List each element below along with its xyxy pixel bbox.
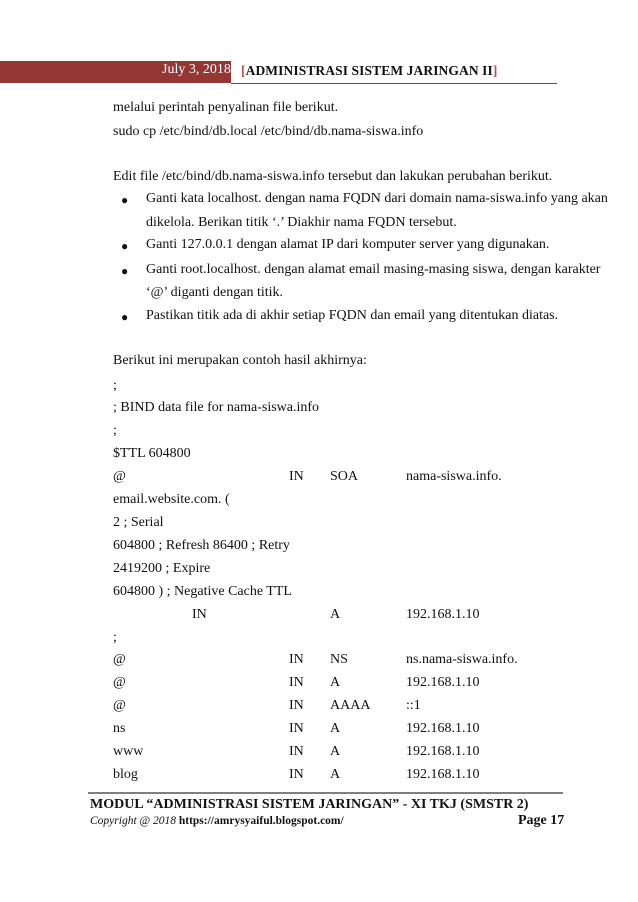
zone-comment: ; BIND data file for nama-siswa.info (113, 400, 320, 415)
zone-comment: ; (113, 630, 117, 645)
list-item-continuation: ‘@’ diganti dengan titik. (146, 285, 284, 300)
record-type: A (330, 721, 341, 736)
bullet-icon: ● (121, 310, 129, 324)
record-type: AAAA (330, 698, 371, 713)
record-name: @ (113, 698, 126, 713)
record-value: ns.nama-siswa.info. (406, 652, 518, 667)
header-title (241, 63, 498, 79)
record-class: IN (289, 767, 304, 782)
a-record-type: A (330, 607, 341, 622)
soa-type: SOA (330, 469, 359, 484)
copyright-text: Copyright @ 2018 (90, 815, 179, 827)
a-record-class: IN (192, 607, 207, 622)
soa-refresh: 604800 ; Refresh 86400 ; Retry (113, 538, 290, 553)
record-name: blog (113, 767, 138, 782)
record-value: 192.168.1.10 (406, 721, 480, 736)
record-value: 192.168.1.10 (406, 744, 480, 759)
header-date: July 3, 2018 (162, 62, 231, 77)
soa-negative-ttl: 604800 ) ; Negative Cache TTL (113, 584, 292, 599)
header-rule (231, 83, 557, 84)
record-value: 192.168.1.10 (406, 675, 480, 690)
a-record-value: 192.168.1.10 (406, 607, 480, 622)
record-value: ::1 (406, 698, 421, 713)
command-line: sudo cp /etc/bind/db.local /etc/bind/db.nama-siswa.info (113, 124, 424, 139)
record-name: @ (113, 652, 126, 667)
bullet-icon: ● (121, 193, 129, 207)
footer-url-link[interactable]: https://amrysyaiful.blogspot.com/ (178, 815, 344, 827)
footer-rule (88, 792, 563, 794)
footer-copyright (90, 815, 344, 827)
list-item: Ganti kata localhost. dengan nama FQDN dari domain nama-siswa.info yang akan (146, 191, 608, 206)
paragraph-line: melalui perintah penyalinan file berikut. (113, 100, 339, 115)
soa-serial: 2 ; Serial (113, 515, 164, 530)
soa-email: email.website.com. ( (113, 492, 230, 507)
list-item: Ganti 127.0.0.1 dengan alamat IP dari komputer server yang digunakan. (146, 237, 550, 252)
record-type: NS (330, 652, 348, 667)
list-item: Pastikan titik ada di akhir setiap FQDN dan email yang ditentukan diatas. (146, 308, 559, 323)
record-name: www (113, 744, 144, 759)
paragraph-line: Edit file /etc/bind/db.nama-siswa.info tersebut dan lakukan perubahan berikut. (113, 169, 553, 184)
record-value: 192.168.1.10 (406, 767, 480, 782)
record-class: IN (289, 675, 304, 690)
record-type: A (330, 744, 341, 759)
record-class: IN (289, 721, 304, 736)
record-name: ns (113, 721, 126, 736)
record-name: @ (113, 675, 126, 690)
record-class: IN (289, 698, 304, 713)
header-title-text: ADMINISTRASI SISTEM JARINGAN II (245, 63, 493, 78)
record-type: A (330, 675, 341, 690)
soa-class: IN (289, 469, 304, 484)
paragraph-line: Berikut ini merupakan contoh hasil akhirnya: (113, 353, 367, 368)
zone-ttl: $TTL 604800 (113, 446, 191, 461)
list-item: Ganti root.localhost. dengan alamat email masing-masing siswa, dengan karakter (146, 262, 601, 277)
bullet-icon: ● (121, 264, 129, 278)
bracket-open: [ (241, 63, 246, 78)
record-class: IN (289, 652, 304, 667)
zone-comment: ; (113, 423, 117, 438)
list-item-continuation: dikelola. Berikan titik ‘.’ Diakhir nama FQDN tersebut. (146, 215, 457, 230)
bracket-close: ] (492, 63, 498, 78)
record-class: IN (289, 744, 304, 759)
bullet-icon: ● (121, 239, 129, 253)
soa-name: @ (113, 469, 126, 484)
soa-value: nama-siswa.info. (406, 469, 502, 484)
zone-comment: ; (113, 378, 117, 393)
soa-expire: 2419200 ; Expire (113, 561, 211, 576)
footer-title: MODUL “ADMINISTRASI SISTEM JARINGAN” - XI TKJ (SMSTR 2) (90, 797, 529, 812)
page-number: Page 17 (518, 813, 565, 828)
record-type: A (330, 767, 341, 782)
